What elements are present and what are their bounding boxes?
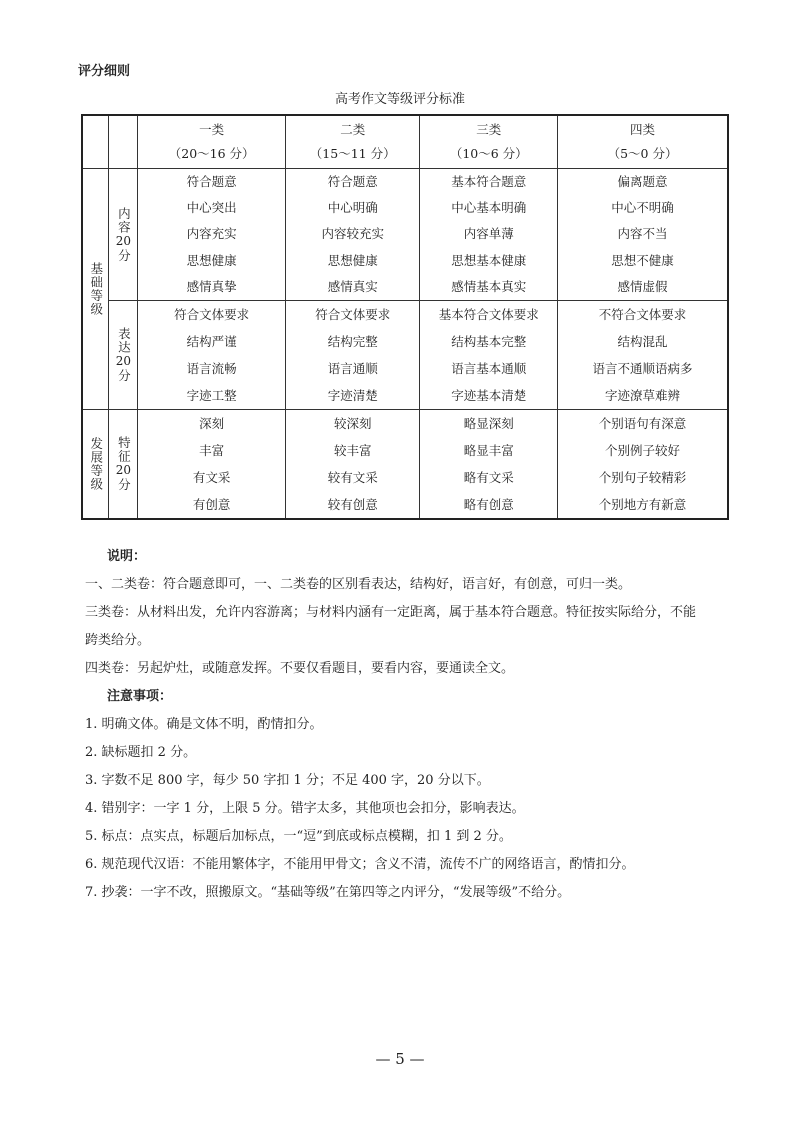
header-name: 三类 xyxy=(476,122,502,137)
expression-cell-class4 xyxy=(558,300,728,409)
content-cell-class1 xyxy=(138,169,286,301)
header-name: 二类 xyxy=(340,122,366,137)
subgroup-feature-score: 20 xyxy=(115,463,132,478)
criteria-item: 字迹工整 xyxy=(186,387,237,403)
criteria-item: 语言通顺 xyxy=(327,360,378,376)
criteria-item: 偏离题意 xyxy=(617,174,668,189)
criteria-item: 中心不明确 xyxy=(611,200,674,216)
notes-heading: 注意事项： xyxy=(107,689,173,704)
subgroup-feature xyxy=(109,409,138,519)
feature-row xyxy=(82,409,728,519)
criteria-item: 语言不通顺语病多 xyxy=(592,360,693,376)
criteria-item: 思想基本健康 xyxy=(451,252,527,268)
criteria-item: 略显深刻 xyxy=(463,415,514,431)
header-cell xyxy=(420,115,558,169)
explanation-line: 一、二类卷：符合题意即可，一、二类卷的区别看表达，结构好，语言好，有创意，可归一类。 xyxy=(85,577,632,592)
criteria-item: 个别句子较精彩 xyxy=(598,469,687,485)
header-cell xyxy=(285,115,420,169)
group-basic-text: 基础等级 xyxy=(88,261,104,316)
criteria-item: 略显丰富 xyxy=(463,442,514,458)
group-label-basic xyxy=(82,169,109,410)
criteria-item: 中心突出 xyxy=(186,200,237,216)
explanation-line: 三类卷：从材料出发，允许内容游离；与材料内涵有一定距离，属于基本符合题意。特征按实际给分，不能 xyxy=(85,605,697,620)
subgroup-content xyxy=(109,169,138,301)
criteria-item: 符合题意 xyxy=(327,174,378,189)
criteria-item: 语言基本通顺 xyxy=(451,360,527,376)
explanation-line: 跨类给分。 xyxy=(85,633,151,648)
feature-cell-class2 xyxy=(285,409,420,519)
subgroup-content-label: 内容 xyxy=(116,206,132,234)
criteria-item: 字迹潦草难辨 xyxy=(605,387,681,403)
criteria-item: 深刻 xyxy=(199,415,225,431)
criteria-item: 较丰富 xyxy=(333,442,372,458)
table-header-row xyxy=(82,115,728,169)
note-item: 2. 缺标题扣 2 分。 xyxy=(85,745,197,760)
header-range: （15～11 分） xyxy=(309,146,396,161)
subgroup-expression-label: 表达 xyxy=(116,327,132,355)
criteria-item: 结构完整 xyxy=(327,333,378,349)
table-title: 高考作文等级评分标准 xyxy=(334,92,465,107)
criteria-item: 语言流畅 xyxy=(186,360,237,376)
header-name: 一类 xyxy=(199,122,225,137)
subgroup-expression-score: 20 xyxy=(115,354,132,369)
expression-row xyxy=(82,300,728,409)
header-cell xyxy=(558,115,728,169)
criteria-item: 个别语句有深意 xyxy=(598,415,687,431)
note-item: 7. 抄袭：一字不改，照搬原文。“基础等级”在第四等之内评分，“发展等级”不给分。 xyxy=(85,885,571,900)
corner-cell xyxy=(82,115,109,169)
criteria-item: 感情真挚 xyxy=(186,278,237,294)
content-cell-class3 xyxy=(420,169,558,301)
criteria-item: 结构混乱 xyxy=(617,333,668,349)
criteria-item: 有文采 xyxy=(192,469,231,485)
criteria-item: 略有创意 xyxy=(463,496,514,512)
criteria-item: 结构基本完整 xyxy=(451,333,527,349)
section-title: 评分细则 xyxy=(78,64,131,79)
corner-cell xyxy=(109,115,138,169)
criteria-item: 结构严谨 xyxy=(186,333,237,349)
criteria-item: 字迹基本清楚 xyxy=(451,387,527,403)
grading-table xyxy=(81,114,729,520)
note-item: 4. 错别字：一字 1 分，上限 5 分。错字太多，其他项也会扣分，影响表达。 xyxy=(85,801,525,816)
group-dev-text: 发展等级 xyxy=(88,436,104,491)
criteria-item: 不符合文体要求 xyxy=(598,306,687,322)
criteria-item: 内容充实 xyxy=(186,226,237,242)
subgroup-feature-unit: 分 xyxy=(116,478,132,492)
subgroup-expression xyxy=(109,300,138,409)
criteria-item: 思想健康 xyxy=(327,252,378,268)
criteria-item: 感情基本真实 xyxy=(451,278,527,294)
note-item: 1. 明确文体。确是文体不明，酌情扣分。 xyxy=(85,717,323,732)
header-range: （5～0 分） xyxy=(607,146,678,161)
criteria-item: 思想健康 xyxy=(186,252,237,268)
content-cell-class2 xyxy=(285,169,420,301)
criteria-item: 个别地方有新意 xyxy=(598,496,687,512)
feature-cell-class1 xyxy=(138,409,286,519)
note-item: 5. 标点：点实点，标题后加标点，一“逗”到底或标点模糊，扣 1 到 2 分。 xyxy=(85,829,512,844)
group-label-dev xyxy=(82,409,109,519)
criteria-item: 丰富 xyxy=(199,442,225,458)
criteria-item: 字迹清楚 xyxy=(327,387,378,403)
note-item: 3. 字数不足 800 字，每少 50 字扣 1 分；不足 400 字，20 分以下。 xyxy=(85,773,490,788)
criteria-item: 有创意 xyxy=(192,496,231,512)
expression-cell-class3 xyxy=(420,300,558,409)
explanation-line: 四类卷：另起炉灶，或随意发挥。不要仅看题目，要看内容，要通读全文。 xyxy=(85,661,515,676)
criteria-item: 符合文体要求 xyxy=(174,306,250,322)
criteria-item: 较有文采 xyxy=(327,469,378,485)
subgroup-content-score: 20 xyxy=(115,233,132,248)
header-name: 四类 xyxy=(630,122,656,137)
note-item: 6. 规范现代汉语：不能用繁体字，不能用甲骨文；含义不清，流传不广的网络语言，酌情扣分。 xyxy=(85,857,635,872)
criteria-item: 内容不当 xyxy=(617,226,668,242)
subgroup-feature-label: 特征 xyxy=(116,436,132,464)
criteria-item: 内容较充实 xyxy=(321,226,384,242)
criteria-item: 符合文体要求 xyxy=(315,306,391,322)
criteria-item: 略有文采 xyxy=(463,469,514,485)
expression-cell-class2 xyxy=(285,300,420,409)
notes-section xyxy=(85,543,747,907)
criteria-item: 较有创意 xyxy=(327,496,378,512)
criteria-item: 符合题意 xyxy=(186,174,237,189)
criteria-item: 感情虚假 xyxy=(617,278,668,294)
subgroup-expression-unit: 分 xyxy=(116,369,132,383)
criteria-item: 中心基本明确 xyxy=(451,200,527,216)
criteria-item: 思想不健康 xyxy=(611,252,674,268)
feature-cell-class3 xyxy=(420,409,558,519)
criteria-item: 较深刻 xyxy=(333,415,372,431)
explanation-heading: 说明： xyxy=(107,549,147,564)
header-range: （20～16 分） xyxy=(168,146,255,161)
content-cell-class4 xyxy=(558,169,728,301)
criteria-item: 中心明确 xyxy=(327,200,378,216)
criteria-item: 感情真实 xyxy=(327,278,378,294)
expression-cell-class1 xyxy=(138,300,286,409)
content-row xyxy=(82,169,728,301)
criteria-item: 内容单薄 xyxy=(463,226,514,242)
header-range: （10～6 分） xyxy=(449,146,528,161)
feature-cell-class4 xyxy=(558,409,728,519)
subgroup-content-unit: 分 xyxy=(116,248,132,263)
criteria-item: 基本符合题意 xyxy=(451,174,527,189)
criteria-item: 基本符合文体要求 xyxy=(438,306,539,322)
criteria-item: 个别例子较好 xyxy=(605,442,681,458)
header-cell xyxy=(138,115,286,169)
page-number: — 5 — xyxy=(375,1050,425,1068)
